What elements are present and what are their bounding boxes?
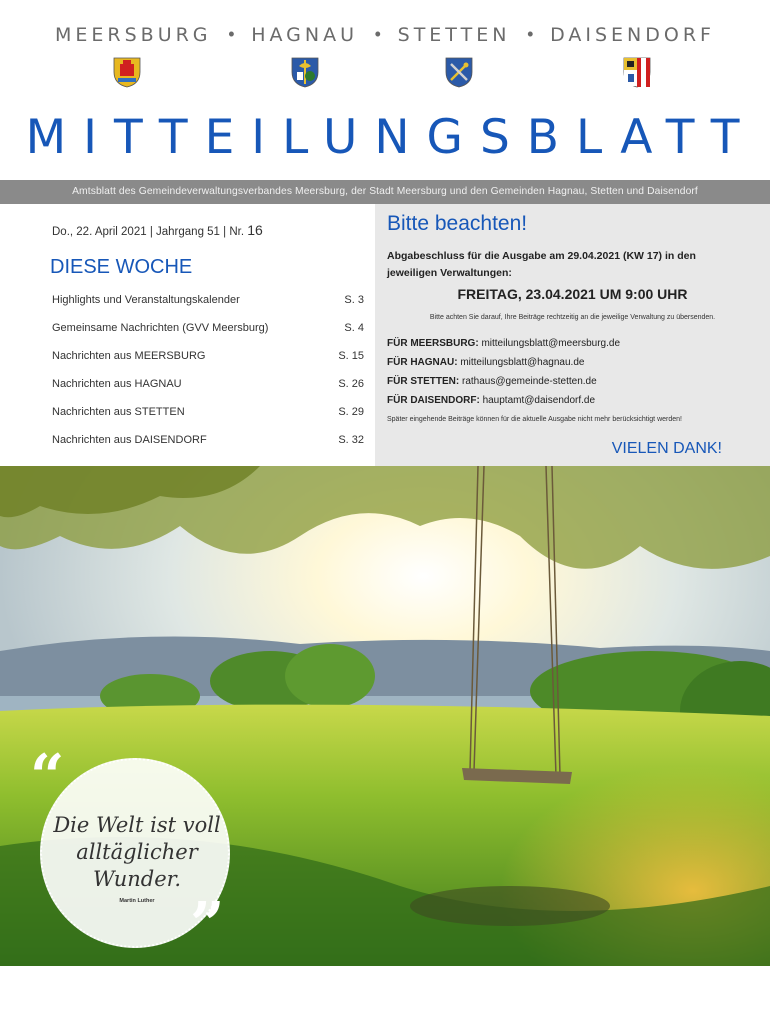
contact-email-link[interactable]: hauptamt@daisendorf.de: [482, 395, 596, 406]
subtitle-bar: Amtsblatt des Gemeindeverwaltungsverbandes Meersburg, der Stadt Meersburg und den Gemeinden Hagnau, Stetten und Daisendorf: [0, 180, 770, 204]
issue-nr-label: Nr.: [229, 226, 245, 238]
contact-daisendorf: [387, 391, 737, 410]
town-hagnau: HAGNAU: [251, 24, 358, 46]
separator-dot: •: [527, 24, 534, 44]
contact-label: FÜR MEERSBURG:: [387, 338, 479, 349]
town-stetten: STETTEN: [397, 24, 511, 46]
toc-item[interactable]: [52, 350, 364, 378]
quote-text: Die Welt ist voll alltäglicher Wunder.: [53, 813, 221, 891]
deadline-date: FREITAG, 23.04.2021 UM 9:00 UHR: [457, 286, 688, 302]
open-quote-icon: “: [30, 742, 65, 812]
toc-item[interactable]: [52, 294, 364, 322]
daisendorf-crest-icon: [622, 56, 652, 88]
close-quote-icon: ”: [190, 890, 225, 960]
toc-item-page: S. 26: [338, 378, 364, 390]
contact-email-link[interactable]: rathaus@gemeinde-stetten.de: [462, 376, 597, 387]
contents-panel: [0, 204, 375, 466]
issue-date: Do., 22. April 2021: [52, 226, 147, 238]
toc-heading: DIESE WOCHE: [50, 256, 193, 278]
toc-item-page: S. 15: [338, 350, 364, 362]
deadline-intro: Abgabeschluss für die Ausgabe am 29.04.2021 (KW 17) in den jeweiligen Verwaltungen:: [387, 250, 696, 279]
issue-number: 16: [247, 222, 263, 238]
toc-item-label: Nachrichten aus DAISENDORF: [52, 434, 207, 446]
toc-item-page: S. 32: [338, 434, 364, 446]
town-names: [0, 24, 770, 46]
town-daisendorf: DAISENDORF: [550, 24, 715, 46]
stetten-crest-icon: [444, 56, 474, 88]
issue-year: Jahrgang 51: [156, 226, 220, 238]
hagnau-crest-icon: [290, 56, 320, 88]
toc-item-label: Nachrichten aus HAGNAU: [52, 378, 182, 390]
toc-item-label: Highlights und Veranstaltungskalender: [52, 294, 240, 306]
late-notice: Später eingehende Beiträge können für die aktuelle Ausgabe nicht mehr berücksichtigt werden!: [387, 416, 682, 423]
toc-list: [52, 294, 364, 462]
toc-item[interactable]: [52, 406, 364, 434]
notice-heading: Bitte beachten!: [387, 212, 528, 235]
toc-item[interactable]: [52, 378, 364, 406]
toc-item-label: Nachrichten aus MEERSBURG: [52, 350, 206, 362]
contact-label: FÜR DAISENDORF:: [387, 395, 480, 406]
toc-item-page: S. 4: [344, 322, 364, 334]
toc-item-page: S. 3: [344, 294, 364, 306]
crests-row: [0, 56, 770, 92]
thanks-text: VIELEN DANK!: [611, 440, 722, 457]
masthead-title: MITTEILUNGSBLATT: [25, 110, 757, 165]
toc-item-label: Gemeinsame Nachrichten (GVV Meersburg): [52, 322, 269, 334]
contact-label: FÜR HAGNAU:: [387, 357, 458, 368]
toc-item-label: Nachrichten aus STETTEN: [52, 406, 185, 418]
contact-email-link[interactable]: mitteilungsblatt@meersburg.de: [481, 338, 621, 349]
town-meersburg: MEERSBURG: [55, 24, 212, 46]
toc-item[interactable]: [52, 322, 364, 350]
issue-separator: |: [149, 226, 157, 238]
contact-stetten: [387, 372, 737, 391]
notice-panel: [375, 204, 770, 466]
contact-list: [387, 334, 737, 410]
separator-dot: •: [374, 24, 381, 44]
contact-label: FÜR STETTEN:: [387, 376, 460, 387]
submission-hint: Bitte achten Sie darauf, Ihre Beiträge rechtzeitig an die jeweilige Verwaltung zu übersenden.: [429, 314, 716, 321]
quote-author: Martin Luther: [119, 898, 155, 904]
toc-item-page: S. 29: [338, 406, 364, 418]
meersburg-crest-icon: [112, 56, 142, 88]
contact-email-link[interactable]: mitteilungsblatt@hagnau.de: [460, 357, 585, 368]
issue-separator: |: [223, 226, 230, 238]
separator-dot: •: [228, 24, 235, 44]
contact-hagnau: [387, 353, 737, 372]
toc-item[interactable]: [52, 434, 364, 462]
issue-info: [52, 222, 263, 238]
contact-meersburg: [387, 334, 737, 353]
